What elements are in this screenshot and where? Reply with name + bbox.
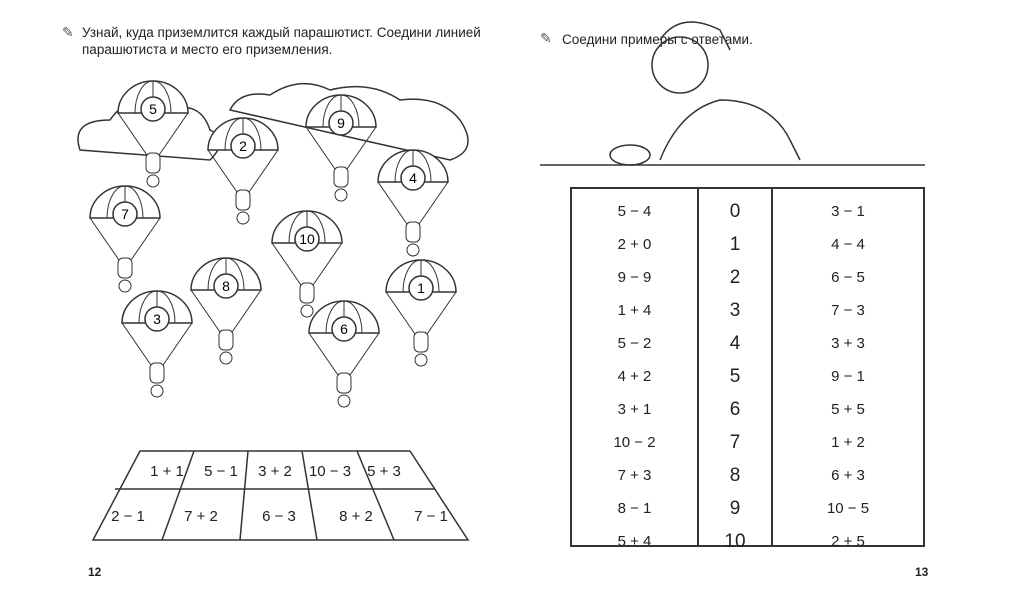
example-cell[interactable]: 7 − 3 xyxy=(831,302,865,319)
parachute-number: 5 xyxy=(149,101,157,117)
landing-cell[interactable]: 6 − 3 xyxy=(262,508,296,525)
pencil-icon: ✎ xyxy=(62,24,74,40)
landing-cell[interactable]: 5 − 1 xyxy=(204,463,238,480)
parachutist xyxy=(122,291,192,397)
parachute-number: 4 xyxy=(409,170,417,186)
example-cell[interactable]: 10 − 2 xyxy=(613,434,656,451)
example-cell[interactable]: 2 + 5 xyxy=(831,533,865,550)
example-cell[interactable]: 3 − 1 xyxy=(831,203,865,220)
example-cell[interactable]: 5 + 5 xyxy=(831,401,865,418)
boy-head xyxy=(652,37,708,93)
parachute-number: 2 xyxy=(239,138,247,154)
example-cell[interactable]: 4 − 4 xyxy=(831,236,865,253)
landing-cell[interactable]: 5 + 3 xyxy=(367,463,401,480)
landing-cell[interactable]: 10 − 3 xyxy=(308,463,352,480)
example-cell[interactable]: 8 − 1 xyxy=(617,500,652,517)
parachutist xyxy=(118,81,188,187)
right-instruction: Соедини примеры с ответами. xyxy=(562,32,753,47)
example-cell[interactable]: 6 + 3 xyxy=(831,467,865,484)
example-cell[interactable]: 7 + 3 xyxy=(617,467,652,484)
answer-cell[interactable]: 5 xyxy=(729,366,741,387)
parachute-number: 7 xyxy=(121,206,129,222)
boy-cap xyxy=(660,22,730,50)
parachute-number: 3 xyxy=(153,311,161,327)
parachutist xyxy=(208,118,278,224)
landing-cell[interactable]: 2 − 1 xyxy=(111,508,145,525)
left-instruction: Узнай, куда приземлится каждый парашютист. Соедини линией парашютиста и место его приземления. xyxy=(82,25,481,57)
parachutist xyxy=(272,211,342,317)
parachute-number: 1 xyxy=(417,280,425,296)
example-cell[interactable]: 10 − 5 xyxy=(826,500,870,517)
parachutist xyxy=(90,186,160,292)
example-cell[interactable]: 9 − 1 xyxy=(831,368,865,385)
answer-cell[interactable]: 0 xyxy=(729,201,741,222)
parachute-number: 9 xyxy=(337,115,345,131)
parachute-number: 8 xyxy=(222,278,230,294)
landing-cell[interactable]: 7 − 1 xyxy=(414,508,448,525)
parachute-number: 10 xyxy=(299,231,315,247)
page-number-left: 12 xyxy=(88,565,102,579)
answer-cell[interactable]: 3 xyxy=(729,300,741,321)
parachutist xyxy=(191,258,261,364)
landing-cell[interactable]: 3 + 2 xyxy=(258,463,292,480)
boy-body xyxy=(660,100,800,160)
answer-cell[interactable]: 8 xyxy=(729,465,741,486)
parachute-number: 6 xyxy=(340,321,348,337)
parachutist xyxy=(309,301,379,407)
landing-cell[interactable]: 1 + 1 xyxy=(150,463,184,480)
page-number-right: 13 xyxy=(915,565,929,579)
example-cell[interactable]: 9 − 9 xyxy=(617,269,652,286)
example-cell[interactable]: 6 − 5 xyxy=(831,269,865,286)
example-cell[interactable]: 1 + 4 xyxy=(617,302,652,319)
example-cell[interactable]: 4 + 2 xyxy=(617,368,652,385)
answer-cell[interactable]: 2 xyxy=(729,267,741,288)
parachutist xyxy=(386,260,456,366)
landing-cell[interactable]: 8 + 2 xyxy=(339,508,373,525)
answers-column xyxy=(697,189,773,552)
parachutist xyxy=(378,150,448,256)
example-cell[interactable]: 3 + 1 xyxy=(617,401,652,418)
answer-cell[interactable]: 1 xyxy=(729,234,741,255)
answer-cell[interactable]: 9 xyxy=(729,498,741,519)
answer-cell[interactable]: 4 xyxy=(729,333,741,354)
example-cell[interactable]: 5 − 2 xyxy=(617,335,652,352)
matching-table xyxy=(570,187,925,552)
example-cell[interactable]: 3 + 3 xyxy=(831,335,865,352)
parachutist xyxy=(306,95,376,201)
example-cell[interactable]: 5 + 4 xyxy=(617,533,652,550)
inkwell xyxy=(610,145,650,165)
example-cell[interactable]: 5 − 4 xyxy=(617,203,652,220)
examples-column-right xyxy=(773,189,923,550)
example-cell[interactable]: 1 + 2 xyxy=(831,434,865,451)
pencil-icon: ✎ xyxy=(540,30,552,46)
example-cell[interactable]: 2 + 0 xyxy=(617,236,652,253)
landing-cell[interactable]: 7 + 2 xyxy=(184,508,218,525)
answer-cell[interactable]: 7 xyxy=(729,432,741,453)
answer-cell[interactable]: 6 xyxy=(729,399,741,420)
answer-cell[interactable]: 10 xyxy=(724,531,746,552)
examples-column xyxy=(572,189,697,550)
